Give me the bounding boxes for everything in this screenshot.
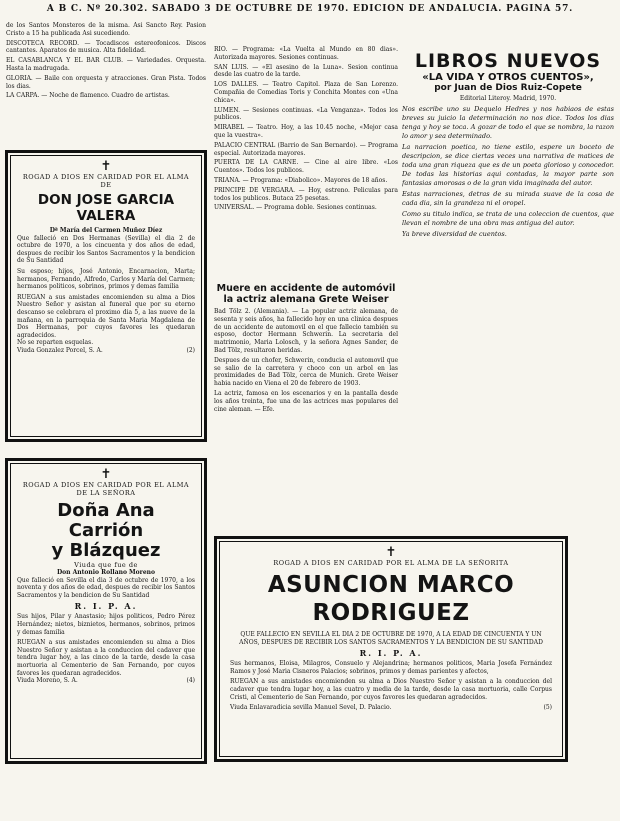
obit-sign: Viuda Moreno, S. A. bbox=[17, 677, 78, 685]
book-publisher: Editorial Literoy. Madrid, 1970. bbox=[459, 95, 557, 102]
book-review bbox=[402, 50, 614, 532]
obit-heading: ROGAD A DIOS EN CARIDAD POR EL ALMA DE bbox=[22, 173, 190, 189]
section-title: LIBROS NUEVOS bbox=[414, 50, 602, 72]
listing-item: MIRABEL — Teatro. Hoy, a las 10.45 noche, «Mejor casa que la vuestra». bbox=[214, 124, 398, 139]
review-paragraph: Nos escribe uno su Dequelo Hedres y nos habiaos de estas breves su juicio la determinación no nos dice. Todos los dias tenga y hoy se toca. A gozar de todo el que se nombra, la razon lo amor y sea determinado. bbox=[402, 104, 614, 140]
deceased-name: DON JOSE GARCIA VALERA bbox=[37, 192, 175, 224]
obit-sign: Viuda Gonzalez Porcel, S. A. bbox=[17, 346, 103, 354]
article-paragraph: Despues de un chofer, Schwerin, conducia el automovil que se salio de la carretera y choco con un arbol en las proximidades de Bad Tölz, cerca de Munich. Grete Weiser habia nacido en Viena el 20 de febrero de 1903. bbox=[214, 356, 398, 388]
obit-family: Su esposo; hijos, José Antonio, Encarnacion, Marta; hermanos, Fernando, Alfredo, Carlos y María del Carmen; hermanos politicos, sobrinos, primos y demas familia bbox=[17, 267, 195, 291]
obit-footer bbox=[230, 704, 552, 711]
book-author: por Juan de Dios Ruiz-Copete bbox=[434, 83, 582, 93]
widow-of-name: Don Antonio Rollano Moreno bbox=[56, 569, 156, 576]
obit-code: (4) bbox=[186, 677, 195, 685]
obit-family: Sus hermanos, Eloisa, Milagros, Consuelo y Alejandrina; hermanos politicos, Maria Josefa Fernández Ramos y José Maria Cisneros Palacios; sobrinos, primos y demas parientes y afectos, bbox=[230, 660, 552, 675]
deceased-name-line1: Doña Ana Carrión bbox=[57, 500, 155, 541]
obit-family: Sus hijos, Pilar y Anastasio; hijos politicos, Pedro Pérez Hernández; nietos, biznietos, hermanos, sobrinos, primos y demas familia bbox=[17, 613, 195, 636]
review-body bbox=[402, 105, 614, 241]
listing-item: RIO. — Programa: «La Vuelta al Mundo en 80 dias». Autorizada mayores. Sesiones continuas. bbox=[214, 46, 398, 61]
obit-code: (5) bbox=[543, 704, 552, 712]
article-paragraph: La actriz, famosa en los escenarios y en la pantalla desde los años treinta, fue una de las actrices mas populares del cine aleman. — Efe. bbox=[214, 389, 398, 413]
page-header: A B C. Nº 20.302. SABADO 3 DE OCTUBRE DE 1970. EDICION DE ANDALUCIA. PAGINA 57. bbox=[46, 4, 574, 14]
cross-icon: ✝ bbox=[100, 159, 112, 174]
widow-of-label: Viuda que fue de bbox=[74, 561, 138, 569]
ripa: R. I. P. A. bbox=[359, 648, 423, 659]
obit-note: No se reparten esquelas. bbox=[17, 339, 94, 347]
listing-item: PUERTA DE LA CARNE. — Cine al aire libre. «Los Cuentos». Todos los publicos. bbox=[214, 159, 398, 175]
deceased-name: ASUNCION MARCO RODRIGUEZ bbox=[267, 572, 515, 626]
listing-item: EL CASABLANCA Y EL BAR CLUB. — Variedades. Orquesta. Hasta la madrugada. bbox=[6, 57, 206, 72]
obit-footer bbox=[17, 347, 195, 354]
obit-request: RUEGAN a sus amistades encomienden su alma a Dios Nuestro Señor y asistan a la conduccion del cadaver que tendra lugar hoy, a las cinco de la tarde, desde la casa mortuoria al Cementerio de San Fernando, por cuyos favores les quedaran agradecidos. bbox=[17, 639, 195, 677]
review-paragraph: Como su titulo indica, se trata de una coleccion de cuentos, que llevan el nombre de una obra mas antigua del autor. bbox=[402, 209, 614, 227]
obituary-asuncion bbox=[214, 536, 568, 762]
listing-item: PALACIO CENTRAL (Barrio de San Bernardo). — Programa especial. Autorizada mayores. bbox=[214, 141, 398, 157]
obit-request: RUEGAN a sus amistades encomienden su alma a Dios Nuestro Señor y asistan al funeral que por su eterno descanso se celebrara el proximo dia 5, a las nueve de la mañana, en la parroquia de Santa Maria Magdalena de Dos Hermanas, por cuyos favores les quedaran agradecidos. bbox=[17, 293, 195, 339]
review-paragraph: Ya breve diversidad de cuentos. bbox=[402, 229, 507, 238]
listing-item: SAN LUIS. — «El asesino de la Luna». Sesion continua desde las cuatro de la tarde. bbox=[214, 63, 398, 79]
article-paragraph: Bad Tölz 2. (Alemania). — La popular actriz alemana, de sesenta y seis años, ha fallecido hoy en una clinica despues de un accidente de automovil en el que fallecio también su esposo, doctor Hermann Schwerin. La secretaria del matrimonio, Maria Lolosch, y la señora Agnes Sander, de Bad Tölz, resultaron heridas. bbox=[214, 308, 398, 354]
review-paragraph: La narracion poetica, no tiene estilo, espere un boceto de descripcion, se dice ciertas veces una narrativa de matices de toda una gran riqueza que es de un poeta glorioso y conocedor. De todas las historias aqui contadas, la mayor parte son fantasias amorosas o de la gran vida imaginada del autor. bbox=[402, 142, 614, 187]
listing-item: LOS DALLES. — Teatro Capitol. Plaza de San Lorenzo. Compañia de Comedias Toris y Conchita Montes con «Una chica». bbox=[214, 81, 398, 104]
obit-intro: QUE FALLECIO EN SEVILLA EL DIA 2 DE OCTUBRE DE 1970, A LA EDAD DE CINCUENTA Y UN AÑOS, DESPUES DE RECIBIR LOS SANTOS SACRAMENTOS Y LA BENDICION DE SU SANTIDAD bbox=[239, 631, 543, 646]
book-subtitle: «LA VIDA Y OTROS CUENTOS», bbox=[422, 72, 594, 83]
listing-item: LUMEN. — Sesiones continuas. «La Venganza». Todos los publicos. bbox=[214, 106, 398, 122]
obit-footer bbox=[17, 677, 195, 684]
obit-heading: ROGAD A DIOS EN CARIDAD POR EL ALMA DE LA SEÑORITA bbox=[273, 559, 509, 567]
obit-sign: Viuda Enlavaradicia sevilla Manuel Sevel, D. Palacio. bbox=[230, 704, 392, 712]
cross-icon: ✝ bbox=[100, 467, 112, 482]
listing-item: TRIANA. — Programa: «Diabolico». Mayores de 18 años. bbox=[214, 176, 388, 184]
review-paragraph: Estas narraciones, detras de su mirada suave de la cosa de cada dia, sin la grandeza ni el oropel. bbox=[402, 189, 614, 207]
deceased-name-line2: y Blázquez bbox=[51, 540, 161, 561]
mid-listings bbox=[214, 46, 398, 276]
widow-name: Dª María del Carmen Muñoz Díez bbox=[49, 227, 163, 234]
article-body bbox=[214, 308, 398, 415]
obit-intro: Que falleció en Dos Hermanas (Sevilla) el dia 2 de octubre de 1970, a los cincuenta y dos años de edad, despues de recibir los Santos Sacramentos y la bendicion de Su Santidad bbox=[17, 234, 195, 265]
listing-item: UNIVERSAL. — Programa doble. Sesiones continuas. bbox=[214, 204, 377, 212]
obituary-carrion bbox=[5, 458, 207, 764]
listing-item: GLORIA. — Baile con orquesta y atracciones. Gran Pista. Todos los dias. bbox=[6, 74, 206, 90]
listing-item: de los Santos Monsteros de la misma. Asi Sancto Rey. Pasion Cristo a 15 ha publicada Asi sucediendo. bbox=[6, 22, 206, 37]
obit-request: RUEGAN a sus amistades encomienden su alma a Dios Nuestro Señor y asistan a la conduccion del cadaver que tendra lugar hoy, a las cuatro y media de la tarde, desde la casa mortuoria, calle Corpus Cristi, al Cementerio de San Fernando, por cuyos favores les quedaran agradecidos. bbox=[230, 678, 552, 701]
obit-heading: ROGAD A DIOS EN CARIDAD POR EL ALMA DE LA SEÑORA bbox=[22, 481, 190, 497]
col1-listings bbox=[6, 22, 206, 146]
obituary-valera bbox=[5, 150, 207, 442]
listing-item: PRINCIPE DE VERGARA. — Hoy, estreno. Peliculas para todos los publicos. Butaca 25 pesetas. bbox=[214, 186, 398, 202]
cross-icon: ✝ bbox=[385, 545, 397, 560]
article-grete-weiser bbox=[214, 280, 398, 526]
obit-intro: Que falleció en Sevilla el dia 3 de octubre de 1970, a los noventa y dos años de edad, despues de recibir los Santos Sacramentos y la bendicion de Su Santidad bbox=[17, 576, 195, 599]
article-title: Muere en accidente de automóvil la actriz alemana Grete Weiser bbox=[216, 283, 396, 305]
listing-item: DISCOTECA RECORD. — Tocadiscos estereofonicos. Discos cantantes. Aparatos de musica. Alta fidelidad. bbox=[6, 39, 206, 55]
listing-item: LA CARPA. — Noche de flamenco. Cuadro de artistas. bbox=[6, 92, 170, 100]
obit-code: (2) bbox=[186, 346, 195, 354]
ripa: R. I. P. A. bbox=[74, 601, 138, 612]
